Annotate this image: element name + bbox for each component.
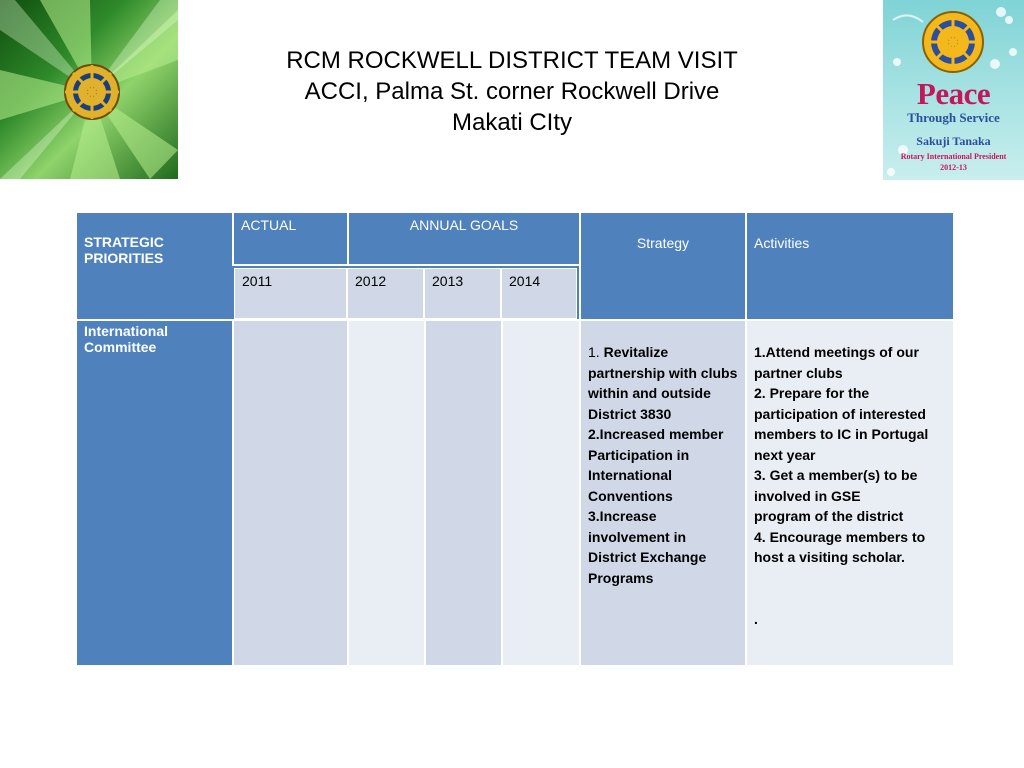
header-strategy: Strategy xyxy=(579,213,745,319)
title-line-2: ACCI, Palma St. corner Rockwell Drive xyxy=(304,78,720,105)
banner-president-role: Rotary International President xyxy=(900,152,1007,161)
priority-cell: International Committee xyxy=(77,319,232,665)
cell-2012 xyxy=(347,319,424,665)
cell-2013 xyxy=(424,319,501,665)
activities-cell xyxy=(745,319,953,665)
activity-item-3a: 3. Get a member(s) to be involved in GSE xyxy=(754,467,918,504)
activity-end-mark: . xyxy=(754,610,758,627)
activity-item-1: 1.Attend meetings of our partner clubs xyxy=(754,344,919,381)
peace-through-service-banner xyxy=(883,0,1024,180)
activity-item-2: 2. Prepare for the participation of interested members to IC in Portugal next year xyxy=(754,385,929,463)
activity-item-4: 4. Encourage members to host a visiting scholar. xyxy=(754,528,926,565)
title-line-1: RCM ROCKWELL DISTRICT TEAM VISIT xyxy=(286,47,738,74)
strategy-item-1: 1. Revitalize partnership with clubs within and outside District 3830 xyxy=(588,344,738,422)
year-2011: 2011 xyxy=(234,268,347,319)
year-2014: 2014 xyxy=(501,268,577,319)
activity-item-3b: program of the district xyxy=(754,508,904,524)
year-2013: 2013 xyxy=(424,268,501,319)
page-title xyxy=(230,45,794,138)
banner-tagline: Through Service xyxy=(907,110,1000,125)
header-actual: ACTUAL xyxy=(232,213,347,266)
cell-2011 xyxy=(232,319,347,665)
banner-peace-text: Peace xyxy=(916,76,991,111)
banner-year: 2012-13 xyxy=(940,163,967,172)
title-line-3: Makati CIty xyxy=(451,109,573,136)
strategy-cell xyxy=(579,319,745,665)
strategy-item-3: 3.Increase involvement in District Exchange Programs xyxy=(588,508,707,586)
year-2012: 2012 xyxy=(347,268,424,319)
cell-2014 xyxy=(501,319,579,665)
rotary-logo-left xyxy=(0,0,178,179)
strategy-item-2: 2.Increased member Participation in International Conventions xyxy=(588,426,724,504)
header-activities: Activities xyxy=(745,213,953,319)
header-annual-goals: ANNUAL GOALS xyxy=(347,213,579,266)
activity-spacer xyxy=(754,568,946,609)
rotary-wheel-icon xyxy=(0,0,178,179)
banner-president-name: Sakuji Tanaka xyxy=(916,134,991,148)
header-strategic-priorities: STRATEGIC PRIORITIES xyxy=(77,213,232,319)
